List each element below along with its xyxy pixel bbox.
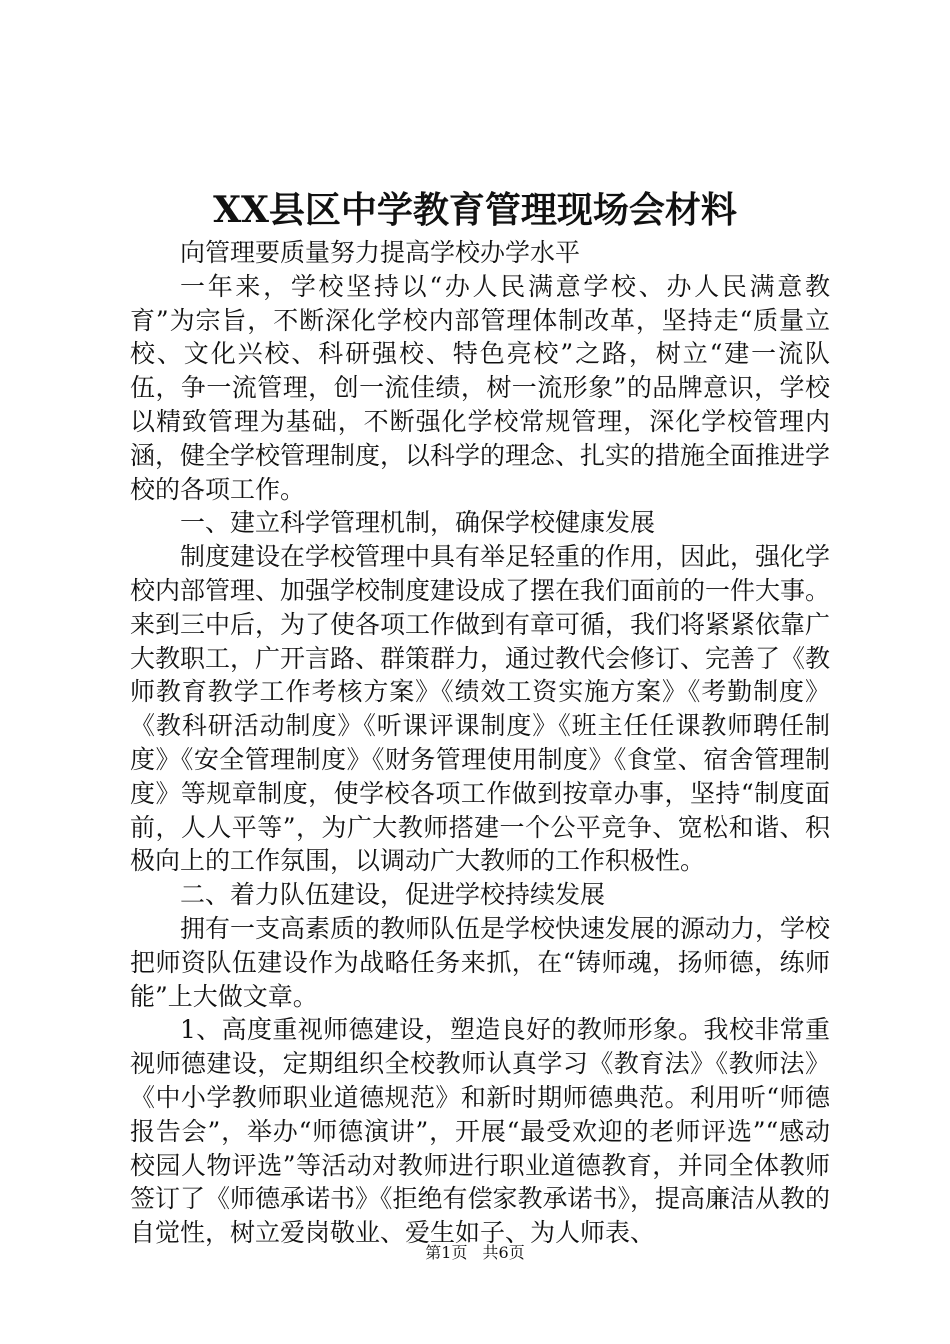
section-heading-2: 二、着力队伍建设，促进学校持续发展 [180,880,606,910]
paragraph-system-building: 制度建设在学校管理中具有举足轻重的作用，因此，强化学校内部管理、加强学校制度建设成了摆在我们面前的一件大事。来到三中后，为了使各项工作做到有章可循，我们将紧紧依靠广大教职工，广开言路、群策群力，通过教代会修订、完善了《教师教育教学工作考核方案》《绩效工资实施方案》《考勤制度》《教科研活动制度》《听课评课制度》《班主任任课教师聘任制度》《安全管理制度》《财务管理使用制度》《食堂、宿舍管理制度》等规章制度，使学校各项工作做到按章办事，坚持“制度面前，人人平等”，为广大教师搭建一个公平竞争、宽松和谐、积极向上的工作氛围，以调动广大教师的工作积极性。 [130,542,831,876]
document-subtitle: 向管理要质量努力提高学校办学水平 [180,238,581,267]
page-title: XX县区中学教育管理现场会材料 [213,189,737,231]
paragraph-ethics: 1、高度重视师德建设，塑造良好的教师形象。我校非常重视师德建设，定期组织全校教师认真学习《教育法》《教师法》《中小学教师职业道德规范》和新时期师德典范。利用听“师德报告会”，举办“师德演讲”，开展“最受欢迎的老师评选”“感动校园人物评选”等活动对教师进行职业道德教育，并同全体教师签订了《师德承诺书》《拒绝有偿家教承诺书》，提高廉洁从教的自觉性，树立爱岗敬业、爱生如子、为人师表、 [130,1015,831,1248]
document-body [130,236,830,1250]
page-number: 第1页 [425,1243,468,1262]
total-pages: 共6页 [482,1243,525,1262]
paragraph-team-building: 拥有一支高素质的教师队伍是学校快速发展的源动力，学校把师资队伍建设作为战略任务来抓，在“铸师魂，扬师德，练师能”上大做文章。 [130,913,831,1011]
section-heading-1: 一、建立科学管理机制，确保学校健康发展 [180,508,656,538]
paragraph-intro: 一年来，学校坚持以“办人民满意学校、办人民满意教育”为宗旨，不断深化学校内部管理体制改革，坚持走“质量立校、文化兴校、科研强校、特色亮校”之路，树立“建一流队伍，争一流管理，创一流佳绩，树一流形象”的品牌意识，学校以精致管理为基础，不断强化学校常规管理，深化学校管理内涵，健全学校管理制度，以科学的理念、扎实的措施全面推进学校的各项工作。 [130,271,831,504]
page-footer [0,1242,950,1264]
